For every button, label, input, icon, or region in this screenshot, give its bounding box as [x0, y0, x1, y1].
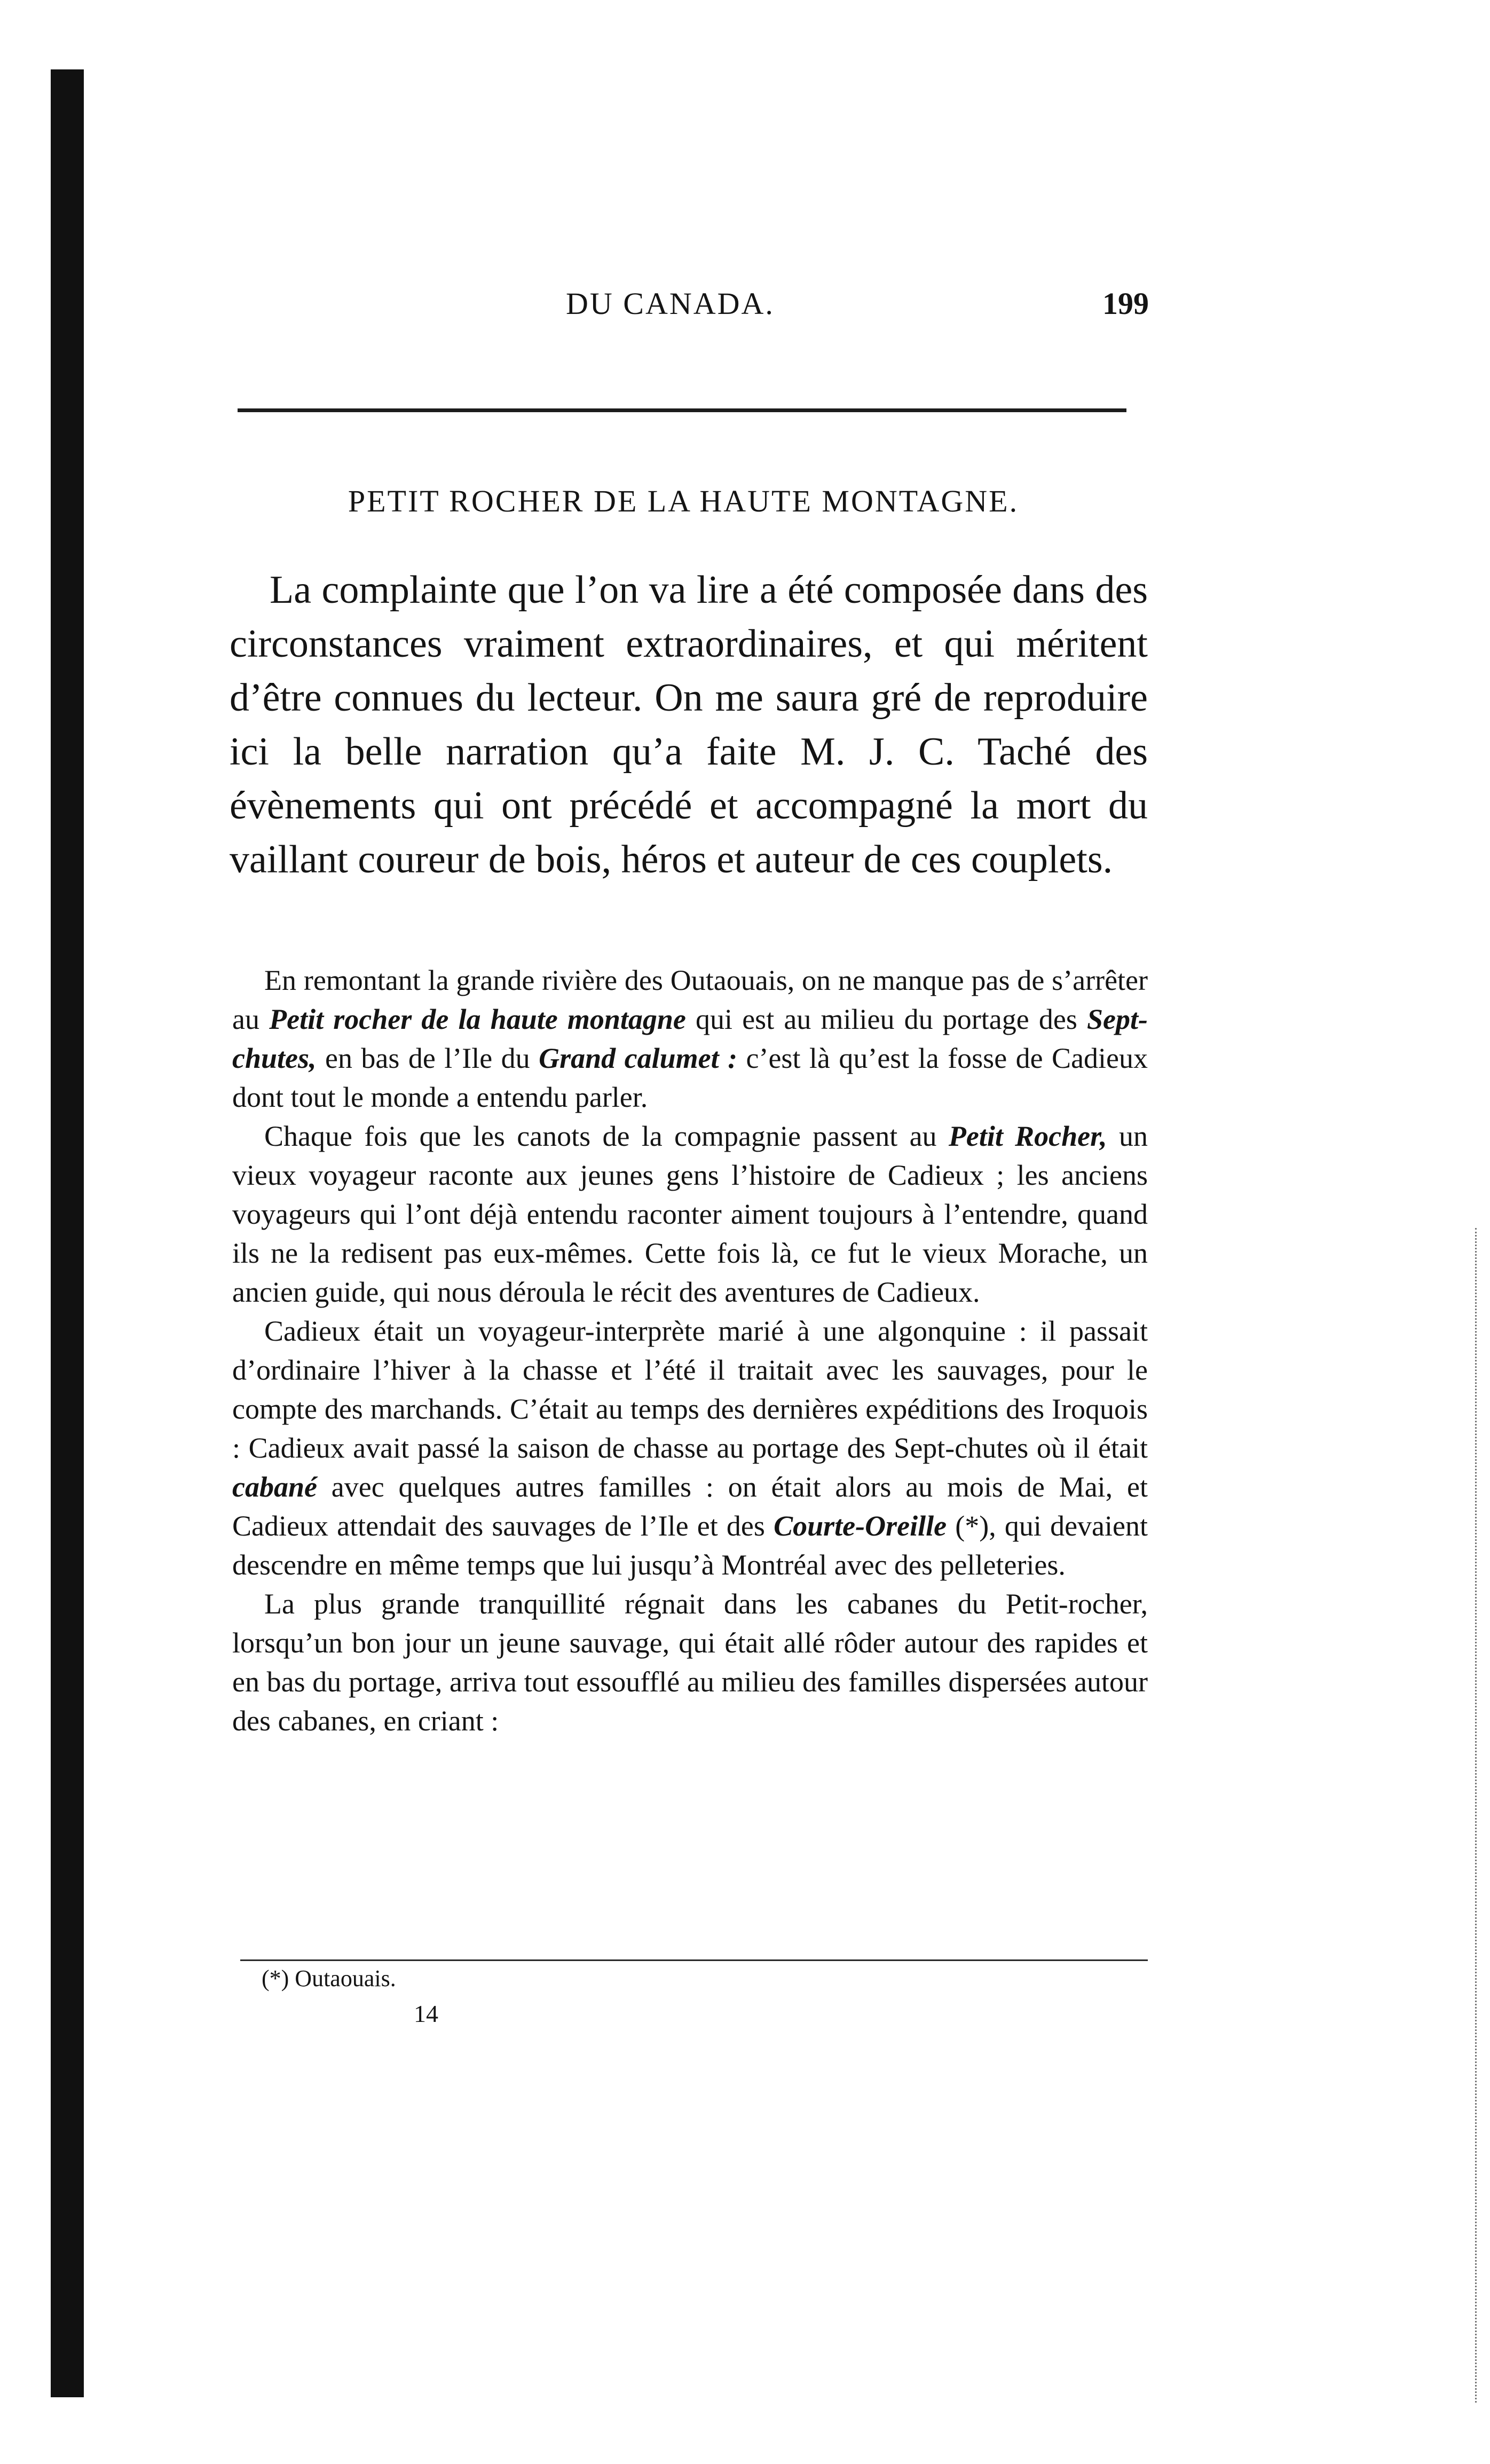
body-text — [232, 961, 1148, 1741]
footnote: (*) Outaouais. — [262, 1965, 396, 1991]
body-paragraph-4: La plus grande tranquillité régnait dans les cabanes du Petit-rocher, lorsqu’un bon jour un jeune sauvage, qui était allé rôder autour des rapides et en bas du portage, arriva tout essoufflé au milieu des familles dispersées autour des cabanes, en criant : — [232, 1588, 1148, 1737]
body-paragraph-1: En remontant la grande rivière des Outaouais, on ne manque pas de s’arrêter au Petit rocher de la haute montagne qui est au milieu du portage des Sept-chutes, en bas de l’Ile du Grand calumet : c’est là qu’est la fosse de Cadieux dont tout le monde a entendu parler. — [232, 964, 1148, 1113]
signature-mark: 14 — [414, 2000, 438, 2027]
book-spine-shadow — [51, 69, 84, 2397]
page-edge-specks — [1470, 1228, 1477, 2403]
footnote-rule — [240, 1959, 1148, 1961]
body-paragraph-3: Cadieux était un voyageur-interprète marié à une algonquine : il passait d’ordinaire l’hiver à la chasse et l’été il traitait avec les sauvages, pour le compte des marchands. C’était au temps des dernières expéditions des Iroquois : Cadieux avait passé la saison de chasse au portage des Sept-chutes où il était cabané avec quelques autres familles : on était alors au mois de Mai, et Cadieux attendait des sauvages de l’Ile et des Courte-Oreille (*), qui devaient descendre en même temps que lui jusqu’à Montréal avec des pelleteries. — [232, 1315, 1148, 1581]
section-title: PETIT ROCHER DE LA HAUTE MONTAGNE. — [348, 484, 1019, 518]
body-paragraph-2: Chaque fois que les canots de la compagnie passent au Petit Rocher, un vieux voyageur raconte aux jeunes gens l’histoire de Cadieux ; les anciens voyageurs qui l’ont déjà entendu raconter aiment toujours à l’entendre, quand ils ne la redisent pas eux-mêmes. Cette fois là, ce fut le vieux Morache, un ancien guide, qui nous déroula le récit des aventures de Cadieux. — [232, 1120, 1148, 1308]
page-number: 199 — [1102, 286, 1149, 321]
intro-paragraph: La complainte que l’on va lire a été composée dans des circonstances vraiment extraordinaires, et qui méritent d’être connues du lecteur. On me saura gré de reproduire ici la belle narration qu’a faite M. J. C. Taché des évènements qui ont précédé et accompagné la mort du vaillant coureur de bois, héros et auteur de ces couplets. — [230, 568, 1148, 881]
running-head: DU CANADA. — [566, 286, 775, 321]
header-rule — [238, 408, 1126, 412]
